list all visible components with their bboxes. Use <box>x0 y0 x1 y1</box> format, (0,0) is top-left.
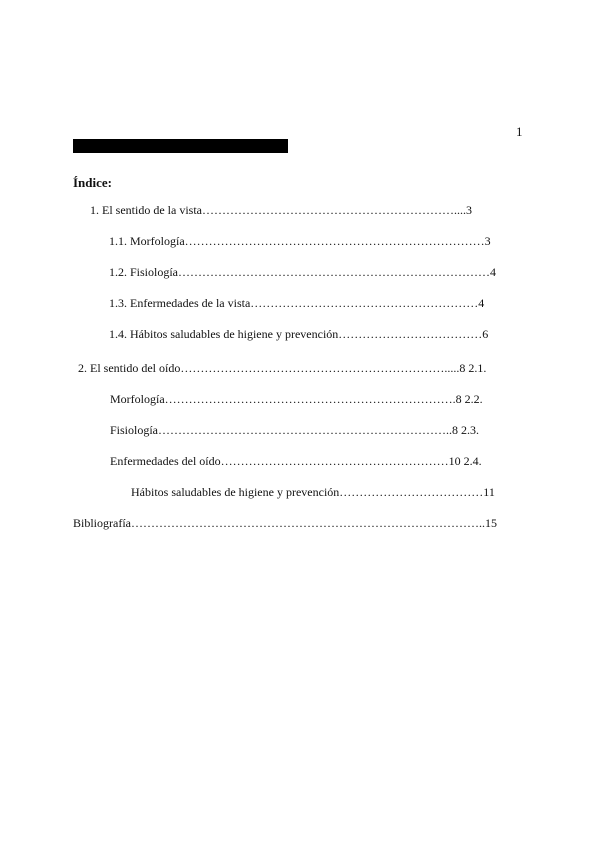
index-heading: Índice: <box>73 175 112 190</box>
redacted-title-block <box>73 139 288 153</box>
toc-entry-2-2[interactable]: Fisiología………………………………………………………………..8 2.3. <box>110 423 480 437</box>
toc-entry-1-3[interactable]: 1.3. Enfermedades de la vista…………………………………………………4 <box>109 296 485 310</box>
toc-entry-1-2[interactable]: 1.2. Fisiología……………………………………………………………………4 <box>109 265 497 279</box>
toc-entry-2-1[interactable]: Morfología……………………………………………………………….8 2.2. <box>110 392 483 406</box>
page-number: 1 <box>516 124 523 139</box>
toc-entry-2-4[interactable]: Hábitos saludables de higiene y prevención………………………………11 <box>131 485 495 499</box>
toc-entry-1-1[interactable]: 1.1. Morfología…………………………………………………………………3 <box>109 234 491 248</box>
toc-entry-1[interactable]: 1. El sentido de la vista………………………………………………………....3 <box>90 203 472 217</box>
toc-entry-2-3[interactable]: Enfermedades del oído…………………………………………………10 2.4. <box>110 454 482 468</box>
toc-entry-1-4[interactable]: 1.4. Hábitos saludables de higiene y prevención………………………………6 <box>109 327 489 341</box>
toc-entry-2[interactable]: 2. El sentido del oído………………………………………………………….....8 2.1. <box>78 361 487 375</box>
toc-entry-bibliography[interactable]: Bibliografía……………………………………………………………………………..15 <box>73 516 497 530</box>
